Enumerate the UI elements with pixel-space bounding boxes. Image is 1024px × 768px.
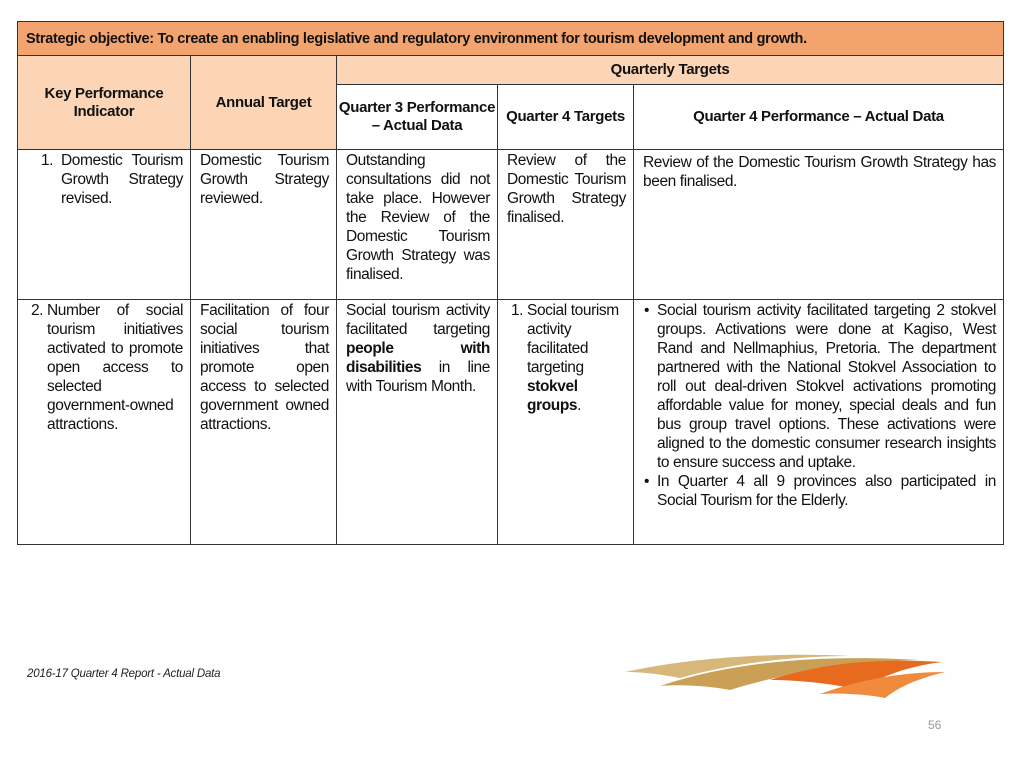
q4-target-list xyxy=(507,301,626,415)
row1-kpi xyxy=(18,150,191,300)
kpi-item xyxy=(57,151,183,208)
row1-annual-target: Domestic Tourism Growth Strategy reviewed. xyxy=(191,150,337,300)
kpi-text: Number of social tourism initiatives activated to promote open access to selected government-owned attractions. xyxy=(47,302,183,433)
q4-performance-bullets xyxy=(643,301,996,510)
row2-annual-target: Facilitation of four social tourism initiatives that promote open access to selected government owned attractions. xyxy=(191,300,337,545)
q3-text-c: in line with Tourism Month. xyxy=(346,359,490,395)
kpi-list xyxy=(27,301,183,434)
table-row xyxy=(18,300,1004,545)
objective-row xyxy=(18,22,1004,56)
q4-target-text-a: Social tourism activity facilitated targeting xyxy=(527,302,619,376)
row2-q4-performance xyxy=(634,300,1004,545)
q4-target-text-c: . xyxy=(577,397,582,414)
header-q3-performance: Quarter 3 Performance – Actual Data xyxy=(337,85,498,150)
kpi-item xyxy=(47,301,183,434)
row2-q3-performance xyxy=(337,300,498,545)
row1-q4-performance: Review of the Domestic Tourism Growth Strategy has been finalised. xyxy=(634,150,1004,300)
strategic-objective: Strategic objective: To create an enabling legislative and regulatory environment for tourism development and growth. xyxy=(18,22,1004,56)
header-annual-target: Annual Target xyxy=(191,56,337,150)
page-number: 56 xyxy=(928,718,942,732)
kpi-list xyxy=(27,151,183,208)
q4-target-item xyxy=(527,301,626,415)
row2-q4-target xyxy=(498,300,634,545)
bullet-item: • Social tourism activity facilitated targeting 2 stokvel groups. Activations were done at Kagiso, West Rand and Nellmaphius, Pretoria. The department partnered with the National Stokvel Association to roll out deal-driven Stokvel activations promoting affordable value for money, special deals and fun bus group travel options. These activations were aligned to the domestic consumer research insights to ensure success and uptake. xyxy=(657,301,996,472)
row2-kpi xyxy=(18,300,191,545)
header-kpi: Key Performance Indicator xyxy=(18,56,191,150)
q4-target-text-bold: stokvel groups xyxy=(527,378,578,414)
row1-q4-target: Review of the Domestic Tourism Growth Strategy finalised. xyxy=(498,150,634,300)
header-row-1 xyxy=(18,56,1004,85)
q3-text-bold: people with disabilities xyxy=(346,340,490,376)
kpi-text: Domestic Tourism Growth Strategy revised. xyxy=(61,152,183,207)
bullet-item: • In Quarter 4 all 9 provinces also participated in Social Tourism for the Elderly. xyxy=(657,472,996,510)
row1-q3-performance: Outstanding consultations did not take place. However the Review of the Domestic Tourism Growth Strategy was finalised. xyxy=(337,150,498,300)
header-q4-performance: Quarter 4 Performance – Actual Data xyxy=(634,85,1004,150)
kpi-table xyxy=(17,21,1004,545)
q3-text-a: Social tourism activity facilitated targeting xyxy=(346,302,490,338)
table-row xyxy=(18,150,1004,300)
header-quarterly-targets: Quarterly Targets xyxy=(337,56,1004,85)
footer-caption: 2016-17 Quarter 4 Report - Actual Data xyxy=(27,668,221,680)
header-q4-targets: Quarter 4 Targets xyxy=(498,85,634,150)
tourism-swoosh-logo xyxy=(620,650,950,702)
